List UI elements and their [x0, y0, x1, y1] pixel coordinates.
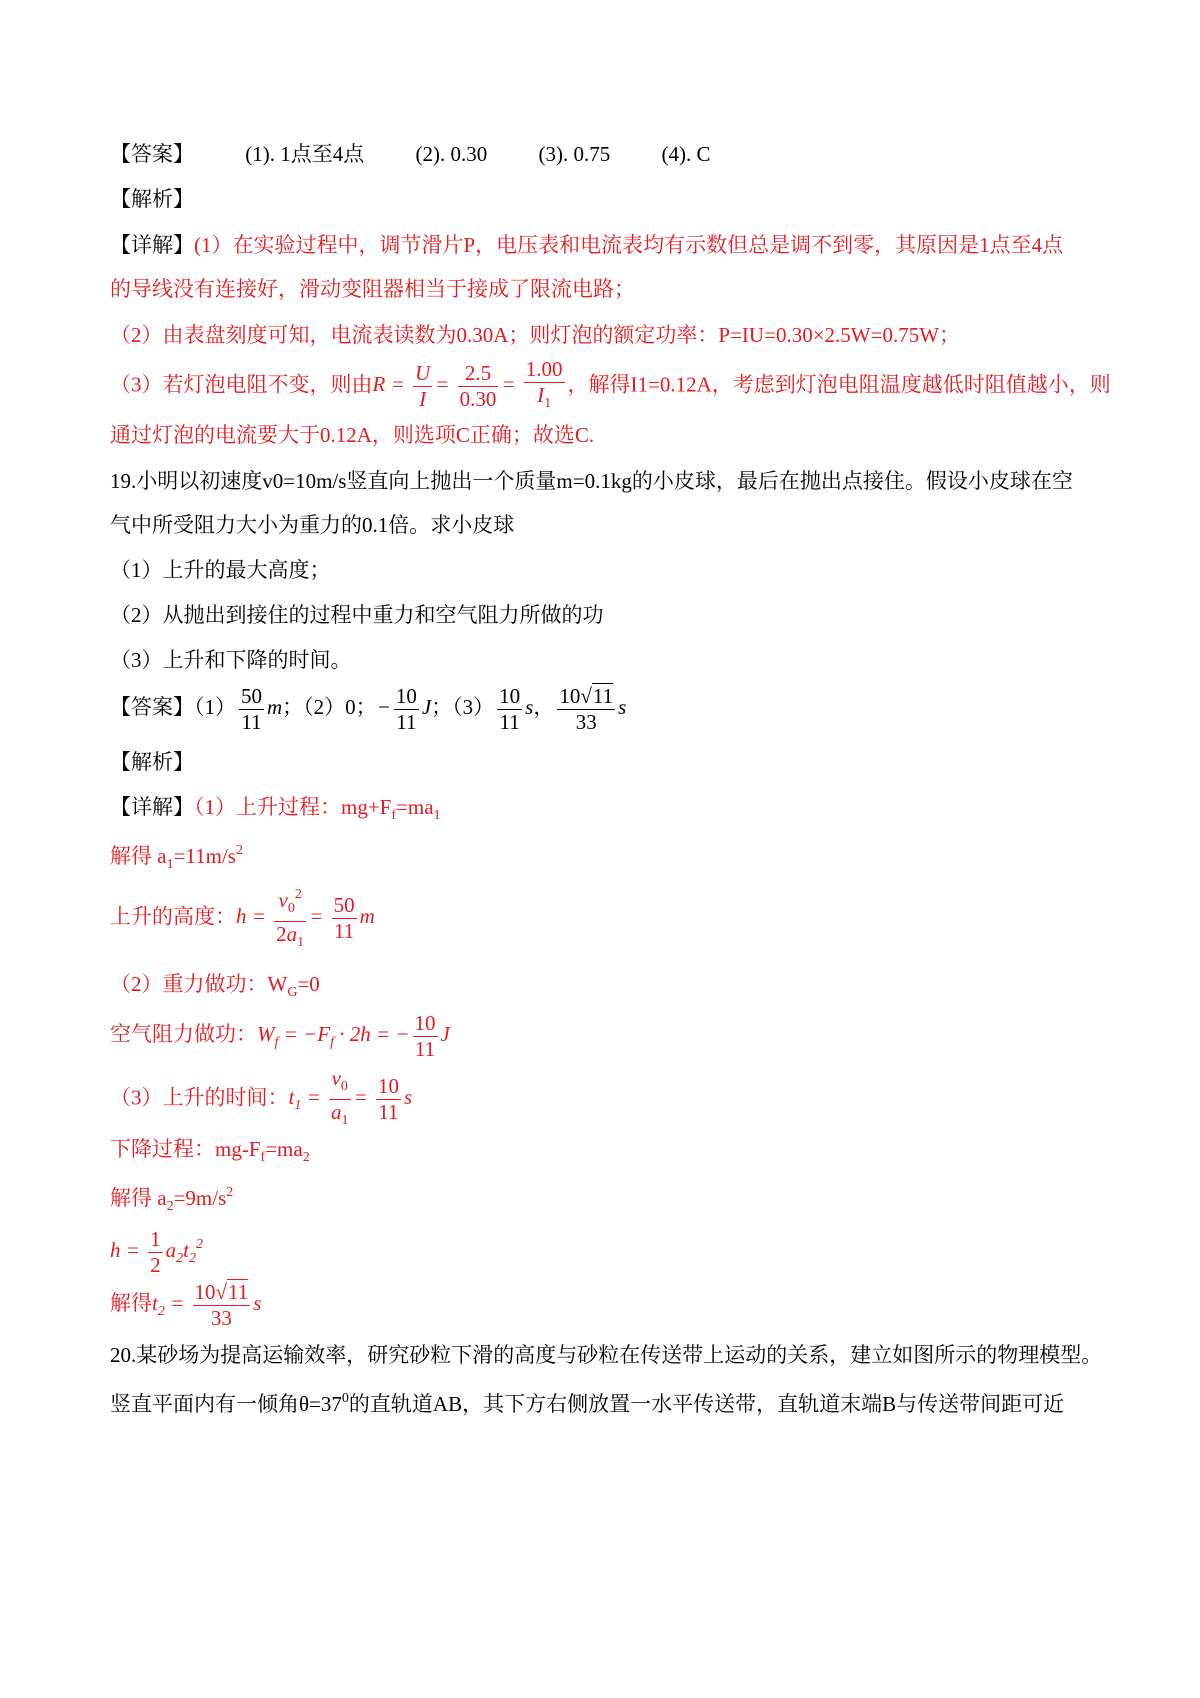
q19-item-3: （3）上升和下降的时间。	[110, 648, 352, 672]
fall-time-label: 解得	[110, 1291, 152, 1315]
q18-detail-line-1	[110, 230, 1063, 260]
q18-answer-line	[110, 139, 711, 169]
q18-analysis-label: 【解析】	[110, 187, 194, 211]
drag-work-label: 空气阻力做功：	[110, 1022, 257, 1046]
detail-label: 【详解】	[110, 233, 194, 257]
q19-detail-step-6	[110, 1066, 412, 1134]
answer-part-2: (2). 0.30	[415, 142, 488, 166]
q19-detail-step-3	[110, 882, 375, 955]
q19-detail-step-8: 解得 $a_2=9m/s^2$	[110, 1185, 234, 1214]
rise-time-formula: $t_1$ = $\frac{v_0}{a_1}$ = $\frac{10}{11}$ s	[288, 1066, 413, 1128]
q18-detail-line-3: （2）由表盘刻度可知，电流表读数为0.30A；则灯泡的额定功率：P=IU=0.30×2.5W=0.75W；	[110, 323, 961, 347]
q18-detail-line-2: 的导线没有连接好，滑动变阻器相当于接成了限流电路；	[110, 277, 635, 301]
q19-item-1: （1）上升的最大高度；	[110, 558, 331, 582]
q19-detail-step-1: 【详解】（1）上升过程：$mg+F_f=ma_1$	[110, 795, 441, 823]
rise-time-label: （3）上升的时间：	[110, 1085, 289, 1110]
q20-stem-line-1: 20.某砂场为提高运输效率，研究砂粒下滑的高度与砂粒在传送带上运动的关系，建立如图所示的物理模型。	[110, 1343, 1103, 1367]
q19-detail-step-7: 下降过程：$mg-F_f=ma_2$	[110, 1137, 310, 1165]
q19-detail-step-10	[110, 1275, 261, 1340]
q19-item-2: （2）从抛出到接住的过程中重力和空气阻力所做的功	[110, 603, 604, 627]
detail-line4-post: ，解得I1=0.12A，考虑到灯泡电阻温度越低时阻值越小，则	[567, 372, 1111, 397]
q19-detail-step-4: （2）重力做功：$W_G=0$	[110, 972, 320, 1000]
q19-answer-line	[110, 682, 626, 735]
height-label: 上升的高度：	[110, 904, 236, 929]
answer-formulas: （1） $\frac{50}{11}$ m；（2）0；− $\frac{10}{11}$ J；（3） $\frac{10}{11}$ s， $\frac{10√11}{33}$ s	[194, 683, 627, 734]
answer-part-4: (4). C	[661, 142, 711, 166]
q19-stem-line-2: 气中所受阻力大小为重力的0.1倍。求小皮球	[110, 513, 515, 537]
q20-stem-line-2: 竖直平面内有一倾角$\theta=37^0$的直轨道AB，其下方右侧放置一水平传送带，直轨道末端B与传送带间距可近	[110, 1391, 1065, 1416]
answer-label: 【答案】	[110, 695, 194, 719]
q19-analysis-label: 【解析】	[110, 750, 194, 774]
fall-time-formula: $t_2$ = $\frac{10√11}{33}$ s	[152, 1279, 262, 1330]
fall-height-formula: h = $\frac{1}{2}$ $a_2t_2^2$	[110, 1226, 204, 1277]
answer-label: 【答案】	[110, 142, 194, 166]
q18-detail-line-4	[110, 357, 1111, 416]
detail-text: (1）在实验过程中，调节滑片P，电压表和电流表均有示数但总是调不到零，其原因是1点至4点	[194, 233, 1064, 257]
height-formula: h = $\frac{v_0^2}{2a_1}$ = $\frac{50}{11}$ m	[236, 904, 375, 928]
detail-label: 【详解】	[110, 795, 194, 819]
detail-line4-pre: （3）若灯泡电阻不变，则由	[110, 372, 373, 397]
q19-stem-line-1: 19.小明以初速度v0=10m/s竖直向上抛出一个质量m=0.1kg的小皮球，最后在抛出点接住。假设小皮球在空	[110, 469, 1073, 493]
resistance-formula: R = $\frac{U}{I}$ = $\frac{2.5}{0.30}$ = $\frac{1.00}{I_1}$	[372, 357, 563, 411]
q19-detail-step-5	[110, 1008, 450, 1069]
answer-part-1: (1). 1点至4点	[245, 142, 365, 166]
drag-work-formula: $W_f = -F_f \cdot 2h$ = − $\frac{10}{11}$ J	[257, 1010, 450, 1061]
q18-detail-line-5: 通过灯泡的电流要大于0.12A，则选项C正确；故选C.	[110, 423, 595, 447]
q19-detail-step-2: 解得 $a_1=11m/s^2$	[110, 843, 243, 872]
answer-part-3: (3). 0.75	[538, 142, 611, 166]
